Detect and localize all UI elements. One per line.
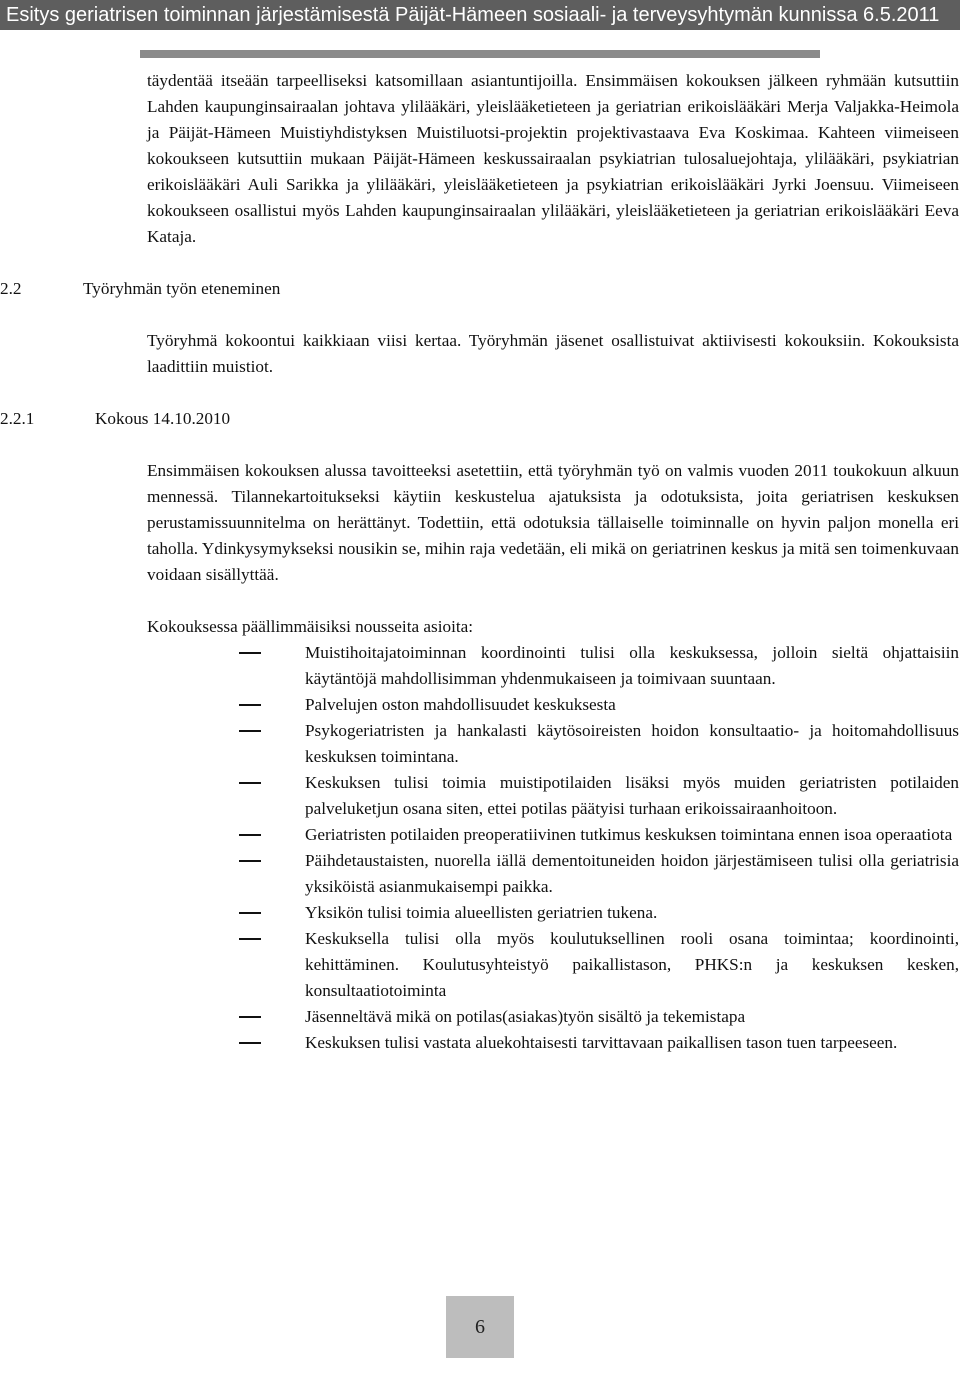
dash-bullet-icon	[239, 834, 261, 836]
document-header	[0, 0, 960, 30]
header-title: Esitys geriatrisen toiminnan järjestämisestä Päijät-Hämeen sosiaali- ja terveysyhtymän kunnissa 6.5.2011	[6, 4, 940, 26]
dash-bullet-icon	[239, 652, 261, 654]
list-item: Psykogeriatristen ja hankalasti käytösoireisten hoidon konsultaatio- ja hoitomahdollisuus keskuksen toimintana.	[305, 718, 959, 770]
page-number-box	[446, 1296, 514, 1358]
list-item: Jäsenneltävä mikä on potilas(asiakas)työn sisältö ja tekemistapa	[305, 1004, 959, 1030]
list-item: Keskuksella tulisi olla myös koulutuksellinen rooli osana toimintaa; koordinointi, kehittäminen. Koulutusyhteistyö paikallistason, PHKS:n ja keskuksen kesken, konsultaatiotoiminta	[305, 926, 959, 1004]
section-2-2-paragraph: Työryhmä kokoontui kaikkiaan viisi kertaa. Työryhmän jäsenet osallistuivat aktiivisesti kokouksiin. Kokouksista laadittiin muistiot.	[147, 331, 959, 376]
list-item: Palvelujen oston mahdollisuudet keskuksesta	[305, 692, 959, 718]
dash-bullet-icon	[239, 704, 261, 706]
section-title: Työryhmän työn eteneminen	[83, 279, 281, 298]
list-item: Päihdetaustaisten, nuorella iällä dementoituneiden hoidon järjestämiseen tulisi olla geriatrisia yksiköistä asianmukaisempi paikka.	[305, 848, 959, 900]
section-number: 2.2	[0, 279, 22, 298]
subsection-number: 2.2.1	[0, 409, 35, 428]
page-body	[0, 68, 959, 1056]
list-item: Keskuksen tulisi toimia muistipotilaiden lisäksi myös muiden geriatristen potilaiden palveluketjun osana siten, ettei potilas päätyisi turhaan erikoissairaanhoitoon.	[305, 770, 959, 822]
bullet-list	[147, 640, 959, 1056]
page-number: 6	[475, 1316, 485, 1338]
intro-paragraph: täydentää itseään tarpeelliseksi katsomillaan asiantuntijoilla. Ensimmäisen kokouksen jälkeen ryhmään kutsuttiin Lahden kaupunginsairaalan johtava ylilääkäri, yleislääketieteen ja geriatrian erikoislääkäri Merja Valjakka-Heimola ja Päijät-Hämeen Muistiyhdistyksen Muistiluotsi-projektin projektivastaava Eva Koskimaa. Kahteen viimeiseen kokoukseen kutsuttiin mukaan Päijät-Hämeen keskussairaalan psykiatrian tulosaluejohtaja, ylilääkäri, psykiatrian erikoislääkäri Auli Sarikka ja ylilääkäri, yleislääketieteen ja psykiatrian erikoislääkäri Jyrki Joensuu. Viimeiseen kokoukseen osallistui myös Lahden kaupunginsairaalan ylilääkäri, yleislääketieteen ja geriatrian erikoislääkäri Eeva Kataja.	[147, 71, 959, 246]
dash-bullet-icon	[239, 782, 261, 784]
list-item: Geriatristen potilaiden preoperatiivinen tutkimus keskuksen toimintana ennen isoa operaatiota	[305, 822, 959, 848]
section-heading-2-2-1	[0, 406, 959, 432]
dash-bullet-icon	[239, 1016, 261, 1018]
header-divider	[140, 50, 820, 58]
dash-bullet-icon	[239, 860, 261, 862]
dash-bullet-icon	[239, 730, 261, 732]
list-item: Yksikön tulisi toimia alueellisten geriatrien tukena.	[305, 900, 959, 926]
section-heading-2-2	[0, 276, 959, 302]
subsection-title: Kokous 14.10.2010	[95, 409, 231, 428]
section-2-2-1-paragraph: Ensimmäisen kokouksen alussa tavoitteeksi asetettiin, että työryhmän työ on valmis vuoden 2011 toukokuun alkuun mennessä. Tilannekartoitukseksi käytiin keskustelua ajatuksista ja odotuksista, joita geriatrisen keskuksen perustamissuunnitelma on herättänyt. Todettiin, että odotuksia tällaiselle toiminnalle on hyvin paljon monella eri taholla. Ydinkysymykseksi nousikin se, mihin raja vedetään, eli mikä on geriatrinen keskus ja mitä sen toimenkuvaan voidaan sisällyttää.	[147, 461, 959, 584]
dash-bullet-icon	[239, 1042, 261, 1044]
dash-bullet-icon	[239, 938, 261, 940]
dash-bullet-icon	[239, 912, 261, 914]
list-item: Muistihoitajatoiminnan koordinointi tulisi olla keskuksessa, jolloin sieltä ohjattaisiin käytäntöjä mahdollisimman yhdenmukaiseen ja toimivaan suuntaan.	[305, 640, 959, 692]
list-intro: Kokouksessa päällimmäisiksi nousseita asioita:	[147, 617, 474, 636]
list-item: Keskuksen tulisi vastata aluekohtaisesti tarvittavaan paikallisen tason tuen tarpeeseen.	[305, 1030, 959, 1056]
